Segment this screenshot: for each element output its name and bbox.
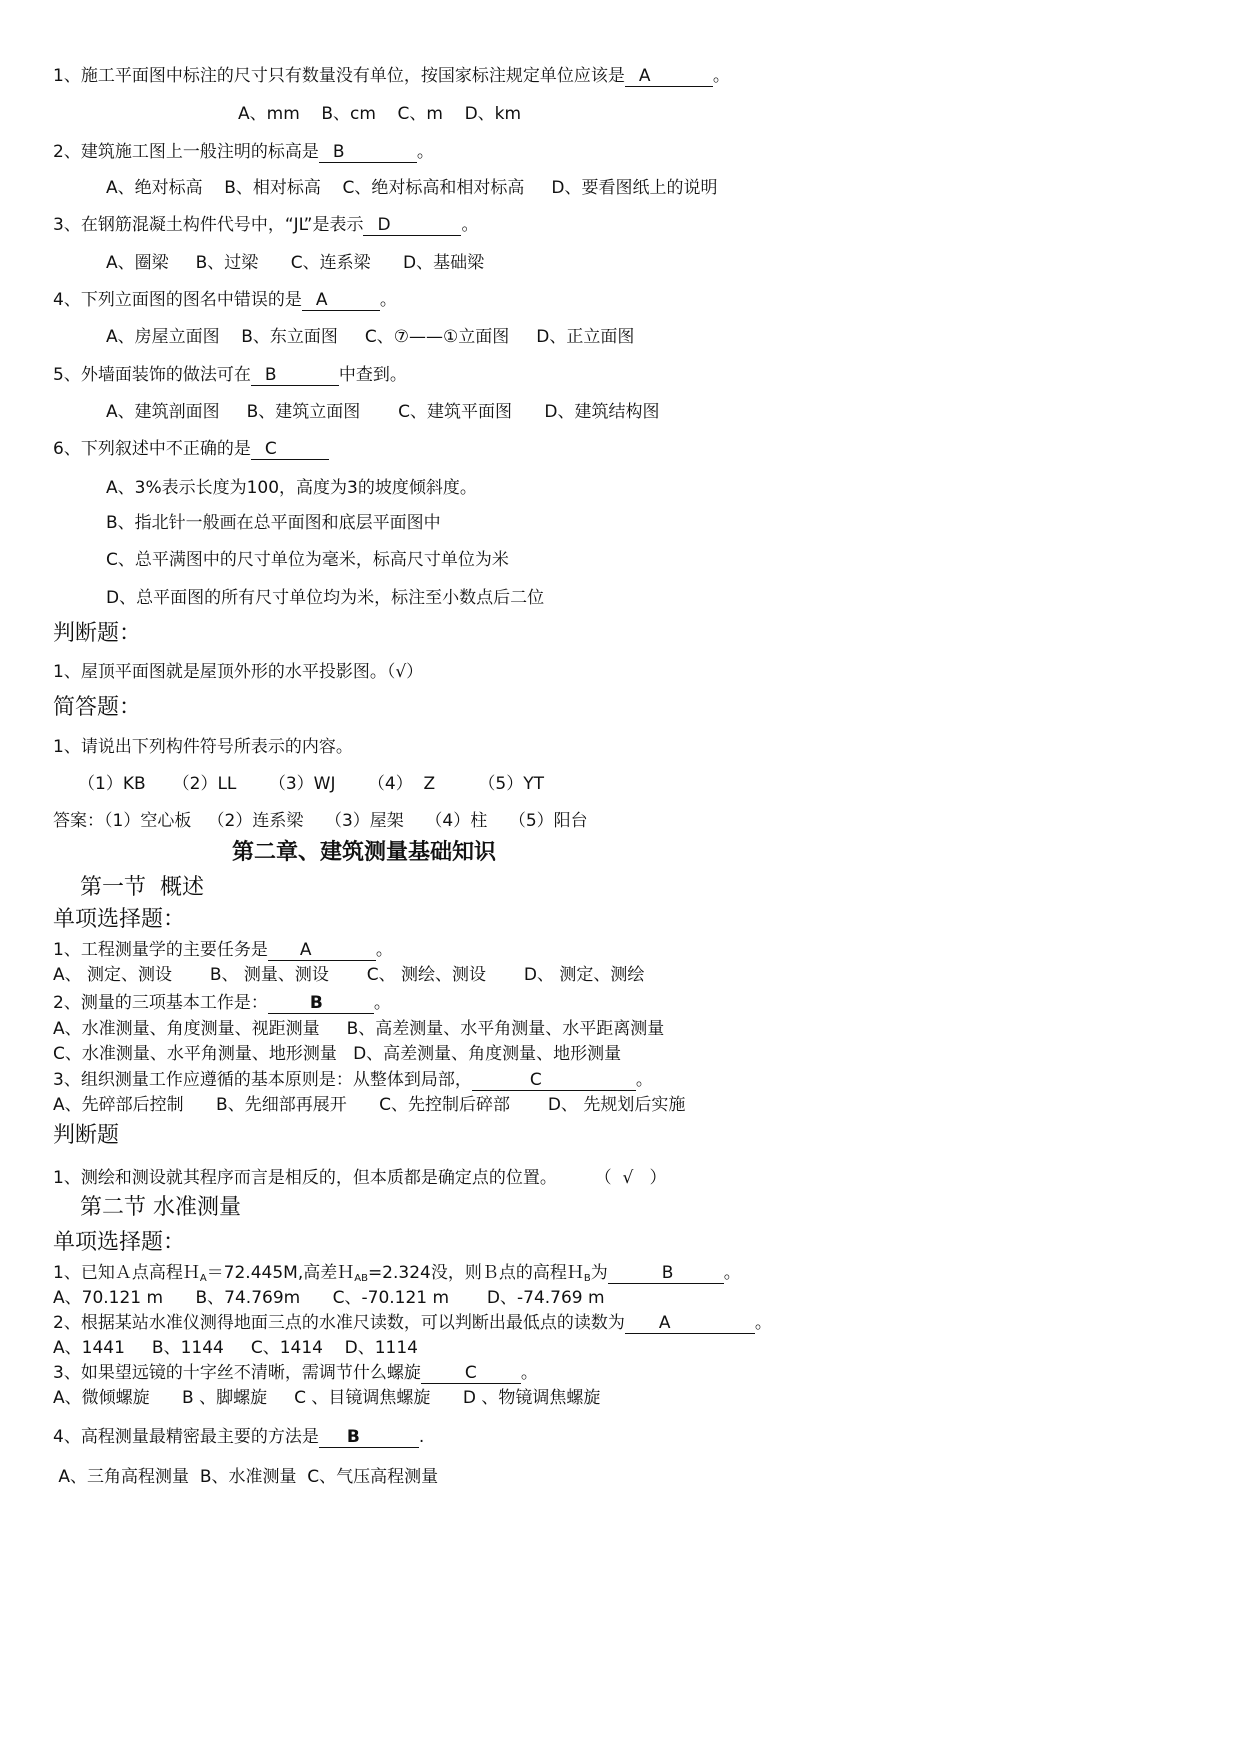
- judge-q1: 1、屋顶平面图就是屋顶外形的水平投影图。（√）: [53, 662, 424, 682]
- s1-q2-options-ab: A、水准测量、角度测量、视距测量 B、高差测量、水平角测量、水平距离测量: [53, 1019, 665, 1039]
- q6-option-c: C、总平满图中的尺寸单位为毫米，标高尺寸单位为米: [106, 550, 509, 570]
- q3-line: [53, 214, 478, 236]
- s2-q4-line: [53, 1426, 424, 1448]
- s2-q3-text: 3、如果望远镜的十字丝不清晰，需调节什么螺旋: [53, 1363, 421, 1383]
- q2-answer: B: [319, 142, 417, 163]
- s1-q3-line: [53, 1069, 653, 1091]
- q6-option-a: A、3%表示长度为100，高度为3的坡度倾斜度。: [106, 478, 477, 498]
- q5-line: [53, 364, 407, 386]
- s1-q3-post: 。: [635, 1070, 653, 1090]
- s1-q2-answer: B: [268, 993, 374, 1014]
- q6-text: 6、下列叙述中不正确的是: [53, 439, 251, 459]
- q3-options: A、圈梁 B、过梁 C、连系梁 D、基础梁: [106, 253, 485, 273]
- short-q1: 1、请说出下列构件符号所表示的内容。: [53, 737, 353, 757]
- s1-q3-text: 3、组织测量工作应遵循的基本原则是：从整体到局部，: [53, 1070, 472, 1090]
- q4-answer: A: [302, 290, 380, 311]
- s1-q1-options: A、 测定、测设 B、 测量、测设 C、 测绘、测设 D、 测定、测绘: [53, 965, 645, 985]
- s1-q1-text: 1、工程测量学的主要任务是: [53, 940, 268, 960]
- s1-q2-options-cd: C、水准测量、水平角测量、地形测量 D、高差测量、角度测量、地形测量: [53, 1044, 622, 1064]
- short-q1-answer: 答案：（1）空心板 （2）连系梁 （3）屋架 （4）柱 （5）阳台: [53, 811, 588, 831]
- s1-q1-answer: A: [268, 940, 376, 961]
- q4-post: 。: [379, 290, 397, 310]
- q3-answer: D: [363, 215, 461, 236]
- s2-q1-answer: B: [608, 1263, 724, 1284]
- s2-q1-line: [53, 1262, 741, 1290]
- s1-q1-post: 。: [375, 940, 393, 960]
- s2-q3-answer: C: [421, 1363, 521, 1384]
- q6-option-d: D、总平面图的所有尺寸单位均为米，标注至小数点后二位: [106, 588, 545, 608]
- q5-text: 5、外墙面装饰的做法可在: [53, 365, 251, 385]
- section2-single-heading: 单项选择题：: [53, 1230, 186, 1255]
- section1-judge-heading: 判断题: [53, 1123, 120, 1148]
- q3-post: 。: [461, 215, 479, 235]
- s1-q3-answer: C: [472, 1070, 636, 1091]
- q5-options: A、建筑剖面图 B、建筑立面图 C、建筑平面图 D、建筑结构图: [106, 402, 660, 422]
- s2-q3-line: [53, 1362, 538, 1384]
- s2-q1-options: A、70.121 m B、74.769m C、-70.121 m D、-74.769 m: [53, 1288, 605, 1308]
- q2-options: A、绝对标高 B、相对标高 C、绝对标高和相对标高 D、要看图纸上的说明: [106, 178, 718, 198]
- q1-text: 1、施工平面图中标注的尺寸只有数量没有单位，按国家标注规定单位应该是: [53, 66, 625, 86]
- s1-q2-text: 2、测量的三项基本工作是：: [53, 993, 268, 1013]
- s2-q1-text-a: 1、已知Ａ点高程Ｈ: [53, 1263, 200, 1283]
- q6-option-b: B、指北针一般画在总平面图和底层平面图中: [106, 513, 441, 533]
- q6-line: [53, 438, 329, 460]
- s2-q4-answer: B: [319, 1427, 419, 1448]
- s2-q2-answer: A: [625, 1313, 755, 1334]
- q1-line: [53, 65, 730, 87]
- s2-q4-post: .: [418, 1427, 425, 1447]
- section1-single-heading: 单项选择题：: [53, 907, 186, 932]
- s2-q1-sub-c: B: [583, 1273, 591, 1284]
- s2-q1-post: 。: [723, 1263, 741, 1283]
- q4-line: [53, 289, 397, 311]
- s2-q4-text: 4、高程测量最精密最主要的方法是: [53, 1427, 319, 1447]
- q1-post: 。: [712, 66, 730, 86]
- s1-q2-post: 。: [373, 993, 391, 1013]
- q2-text: 2、建筑施工图上一般注明的标高是: [53, 142, 319, 162]
- judge-heading: 判断题：: [53, 621, 142, 646]
- q5-answer: B: [251, 365, 339, 386]
- q2-post: 。: [416, 142, 434, 162]
- short-answer-heading: 简答题：: [53, 695, 142, 720]
- s2-q1-text-d: 为: [590, 1263, 608, 1283]
- section2-title: 第二节 水准测量: [80, 1195, 241, 1220]
- s1-q1-line: [53, 939, 393, 961]
- s1-judge-q1: 1、测绘和测设就其程序而言是相反的，但本质都是确定点的位置。 （ √ ）: [53, 1168, 667, 1188]
- s2-q2-line: [53, 1312, 772, 1334]
- s2-q2-post: 。: [754, 1313, 772, 1333]
- q3-text: 3、在钢筋混凝土构件代号中，“JL”是表示: [53, 215, 364, 235]
- s2-q1-sub-b: AB: [354, 1273, 368, 1284]
- q4-options: A、房屋立面图 B、东立面图 C、⑦——①立面图 D、正立面图: [106, 327, 635, 347]
- section1-title: 第一节 概述: [80, 875, 204, 900]
- q1-options: A、mm B、cm C、m D、km: [238, 104, 522, 124]
- q1-answer: A: [625, 66, 713, 87]
- q6-answer: C: [251, 439, 329, 460]
- s2-q1-sub-a: A: [199, 1273, 207, 1284]
- s2-q2-options: A、1441 B、1144 C、1414 D、1114: [53, 1338, 418, 1358]
- s2-q2-text: 2、根据某站水准仪测得地面三点的水准尺读数，可以判断出最低点的读数为: [53, 1313, 625, 1333]
- s2-q4-options: A、三角高程测量 B、水准测量 C、气压高程测量: [53, 1467, 439, 1487]
- q4-text: 4、下列立面图的图名中错误的是: [53, 290, 302, 310]
- chapter-title: 第二章、建筑测量基础知识: [232, 839, 497, 865]
- s2-q1-text-c: =2.324没，则Ｂ点的高程Ｈ: [367, 1263, 584, 1283]
- short-q1-items: （1）KB （2）LL （3）WJ （4） Z （5）YT: [78, 774, 544, 794]
- s2-q3-post: 。: [520, 1363, 538, 1383]
- s2-q3-options: A、微倾螺旋 B 、脚螺旋 C 、目镜调焦螺旋 D 、物镜调焦螺旋: [53, 1388, 601, 1408]
- s2-q1-text-b: ＝72.445M,高差Ｈ: [206, 1263, 355, 1283]
- s1-q3-options: A、先碎部后控制 B、先细部再展开 C、先控制后碎部 D、 先规划后实施: [53, 1095, 686, 1115]
- s1-q2-line: [53, 992, 391, 1014]
- q2-line: [53, 141, 434, 163]
- q5-post: 中查到。: [338, 365, 407, 385]
